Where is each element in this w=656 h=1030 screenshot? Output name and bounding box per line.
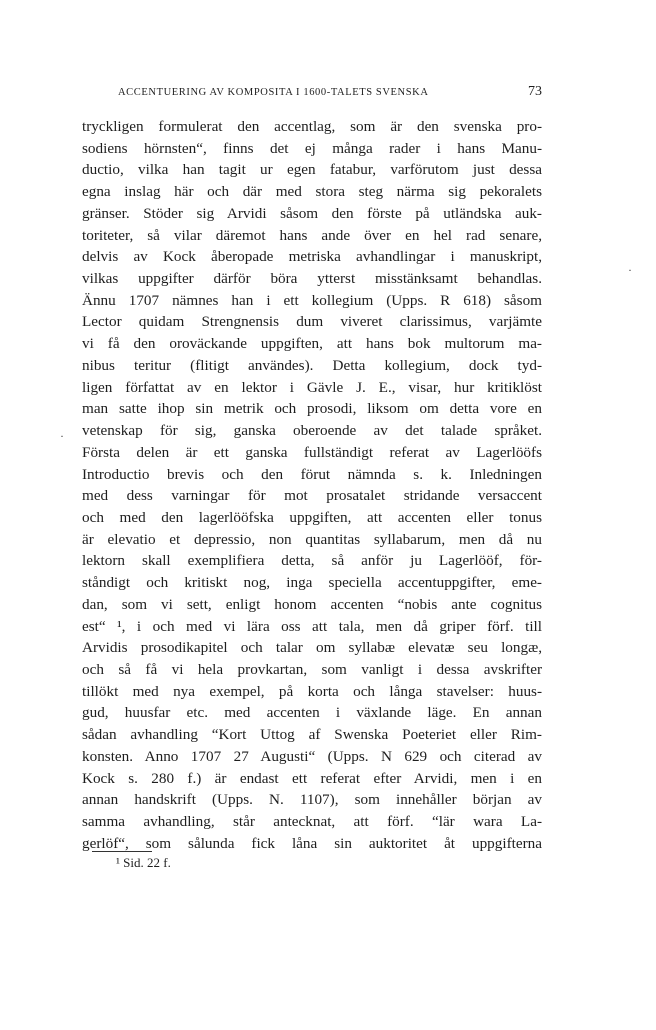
text-line: nibus teritur (flitigt användes). Detta kollegium, dock tyd- [82,356,542,374]
text-line: gerlöf“, som sålunda fick låna sin auktoritet åt uppgifterna [82,834,542,852]
text-line: gränser. Stöder sig Arvidi såsom den förste på utländska auk- [82,204,542,222]
text-line: lektorn skall exemplifiera detta, så anför ju Lagerlööf, för- [82,552,542,570]
text-line: och så få vi hela provkartan, som vanligt i dessa avskrifter [82,660,542,678]
running-head: ACCENTUERING AV KOMPOSITA I 1600-TALETS SVENSKA [118,87,429,98]
text-line: vetenskap för sig, ganska oberoende av det talade språket. [82,422,542,440]
text-line: annan handskrift (Upps. N. 1107), som innehåller början av [82,791,542,809]
text-line: samma avhandling, står antecknat, att förf. “lär wara La- [82,813,542,830]
text-line: konsten. Anno 1707 27 Augusti“ (Upps. N 629 och citerad av [82,747,542,765]
text-line: ductio, vilka han tagit ur egen fatabur, varförutom just dessa [82,161,542,179]
text-line: Lector quidam Strengnensis dum viveret clarissimus, varjämte [82,313,542,331]
text-line: gud, huusfar etc. med accenten i växlande läge. En annan [82,704,542,722]
footnote: ¹ Sid. 22 f. [116,855,171,870]
text-line: man satte ihop sin metrik och prosodi, liksom om detta vore en [82,400,542,418]
text-line: Ännu 1707 nämnes han i ett kollegium (Upps. R 618) såsom [82,291,542,309]
text-line: tillökt med nya exempel, på korta och långa stavelser: huus- [82,682,542,700]
text-line: vilkas uppgifter därför böra ytterst misstänksamt behandlas. [82,270,542,288]
text-line: sodiens hörnsten“, finns det ej många rader i hans Manu- [82,139,542,157]
footnote-rule [92,851,152,852]
text-line: är elevatio et depressio, non quantitas syllabarum, men då nu [82,530,542,548]
text-line: dan, som vi sett, enligt honom accenten “nobis ante cognitus [82,595,542,613]
body-text [82,116,542,854]
text-line: Arvidis prosodikapitel och talar om syllabæ elevatæ seu longæ, [82,639,542,657]
text-line: delvis av Kock åberopade metriska avhandlingar i manuskript, [82,248,542,266]
left-margin-mark: · [60,429,64,443]
text-line: och med den lagerlööfska uppgiften, att accenten eller tonus [82,508,542,526]
text-line: tryckligen formulerat den accentlag, som är den svenska pro- [82,118,542,135]
right-margin-mark: · [628,263,632,277]
text-line: toriteter, så vilar däremot hans ande över en hel rad senare, [82,226,542,244]
page-header [118,84,542,100]
text-line: egna inslag här och där med stora steg närma sig pekoralets [82,183,542,201]
text-line: med dess varningar för mot prosatalet stridande versaccent [82,487,542,505]
text-line: sådan avhandling “Kort Uttog af Swenska Poeteriet eller Rim- [82,726,542,744]
page-number: 73 [528,84,542,99]
text-line: ligen författat av en lektor i Gävle J. E., visar, hur kritiklöst [82,378,542,396]
text-line: Introductio brevis och den förut nämnda s. k. Inledningen [82,465,542,483]
text-line: vi få den oroväckande uppgiften, att hans bok multorum ma- [82,335,542,353]
text-line: Första delen är ett ganska fullständigt referat av Lagerlööfs [82,443,542,461]
text-line: est“ ¹, i och med vi lära oss att tala, men då griper förf. till [82,617,542,635]
text-line: ståndigt och kritiskt nog, inga speciella accentuppgifter, eme- [82,574,542,592]
text-line: Kock s. 280 f.) är endast ett referat efter Arvidi, men i en [82,769,542,787]
